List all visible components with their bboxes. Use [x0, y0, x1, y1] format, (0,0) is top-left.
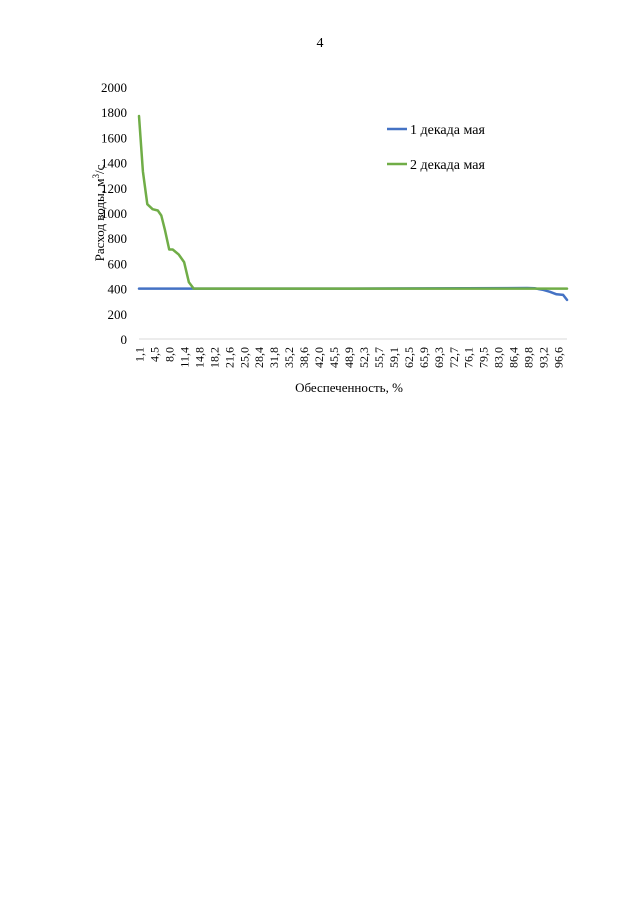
x-tick-label: 1,1 [132, 347, 147, 362]
page-number: 4 [316, 36, 324, 51]
y-tick-label: 2000 [101, 80, 127, 95]
legend-label: 2 декада мая [410, 158, 485, 173]
legend-label: 1 декада мая [410, 123, 485, 138]
x-tick-label: 76,1 [461, 347, 476, 368]
y-axis-label-sup: 3 [91, 174, 101, 179]
series-layer [139, 116, 567, 300]
y-tick-label: 0 [120, 332, 127, 347]
y-axis-label [91, 164, 107, 261]
x-tick-label: 59,1 [386, 347, 401, 368]
x-tick-label: 62,5 [401, 347, 416, 368]
x-tick-label: 45,5 [327, 347, 342, 368]
x-tick-label: 4,5 [147, 347, 162, 362]
x-tick-label: 42,0 [312, 347, 327, 368]
x-tick-label: 48,9 [342, 347, 356, 368]
y-tick-label: 800 [107, 231, 127, 247]
y-tick-label: 1800 [101, 105, 127, 121]
x-tick-label: 83,0 [491, 347, 506, 368]
x-tick-label: 38,6 [297, 347, 312, 368]
x-tick-label: 8,0 [162, 347, 177, 362]
y-tick-label: 400 [107, 281, 127, 297]
x-tick-label: 25,0 [237, 347, 252, 368]
x-tick-label: 11,4 [177, 347, 192, 368]
y-axis-label-tail: /с [92, 164, 107, 175]
y-tick-label: 1600 [101, 130, 127, 146]
x-tick-label: 65,9 [416, 347, 431, 368]
series-line-2 [139, 116, 567, 289]
x-tick-label: 21,6 [222, 347, 237, 368]
x-tick-label: 86,4 [506, 347, 521, 368]
y-tick-label: 1400 [101, 155, 127, 171]
x-tick-label: 72,7 [446, 347, 461, 368]
y-tick-label: 1200 [101, 180, 127, 196]
x-tick-label: 35,2 [282, 347, 297, 368]
y-tick-label: 600 [107, 256, 127, 272]
y-axis-label-main: Расход воды, м [92, 178, 107, 262]
x-tick-label: 52,3 [356, 347, 371, 368]
x-tick-label: 18,2 [207, 347, 222, 368]
legend [387, 123, 485, 173]
x-tick-label: 96,6 [551, 347, 566, 368]
x-axis [133, 339, 568, 368]
x-tick-label: 55,7 [371, 347, 386, 368]
x-tick-label: 28,4 [252, 347, 267, 368]
x-tick-label: 14,8 [192, 347, 207, 368]
y-tick-label: 200 [107, 306, 127, 322]
x-axis-label: Обеспеченность, % [295, 380, 403, 395]
x-tick-label: 89,8 [521, 347, 536, 368]
x-tick-label: 69,3 [431, 347, 446, 368]
x-tick-label: 79,5 [476, 347, 491, 368]
y-tick-label: 1000 [101, 206, 127, 221]
x-tick-label: 31,8 [267, 347, 282, 368]
x-tick-label: 93,2 [536, 347, 551, 368]
